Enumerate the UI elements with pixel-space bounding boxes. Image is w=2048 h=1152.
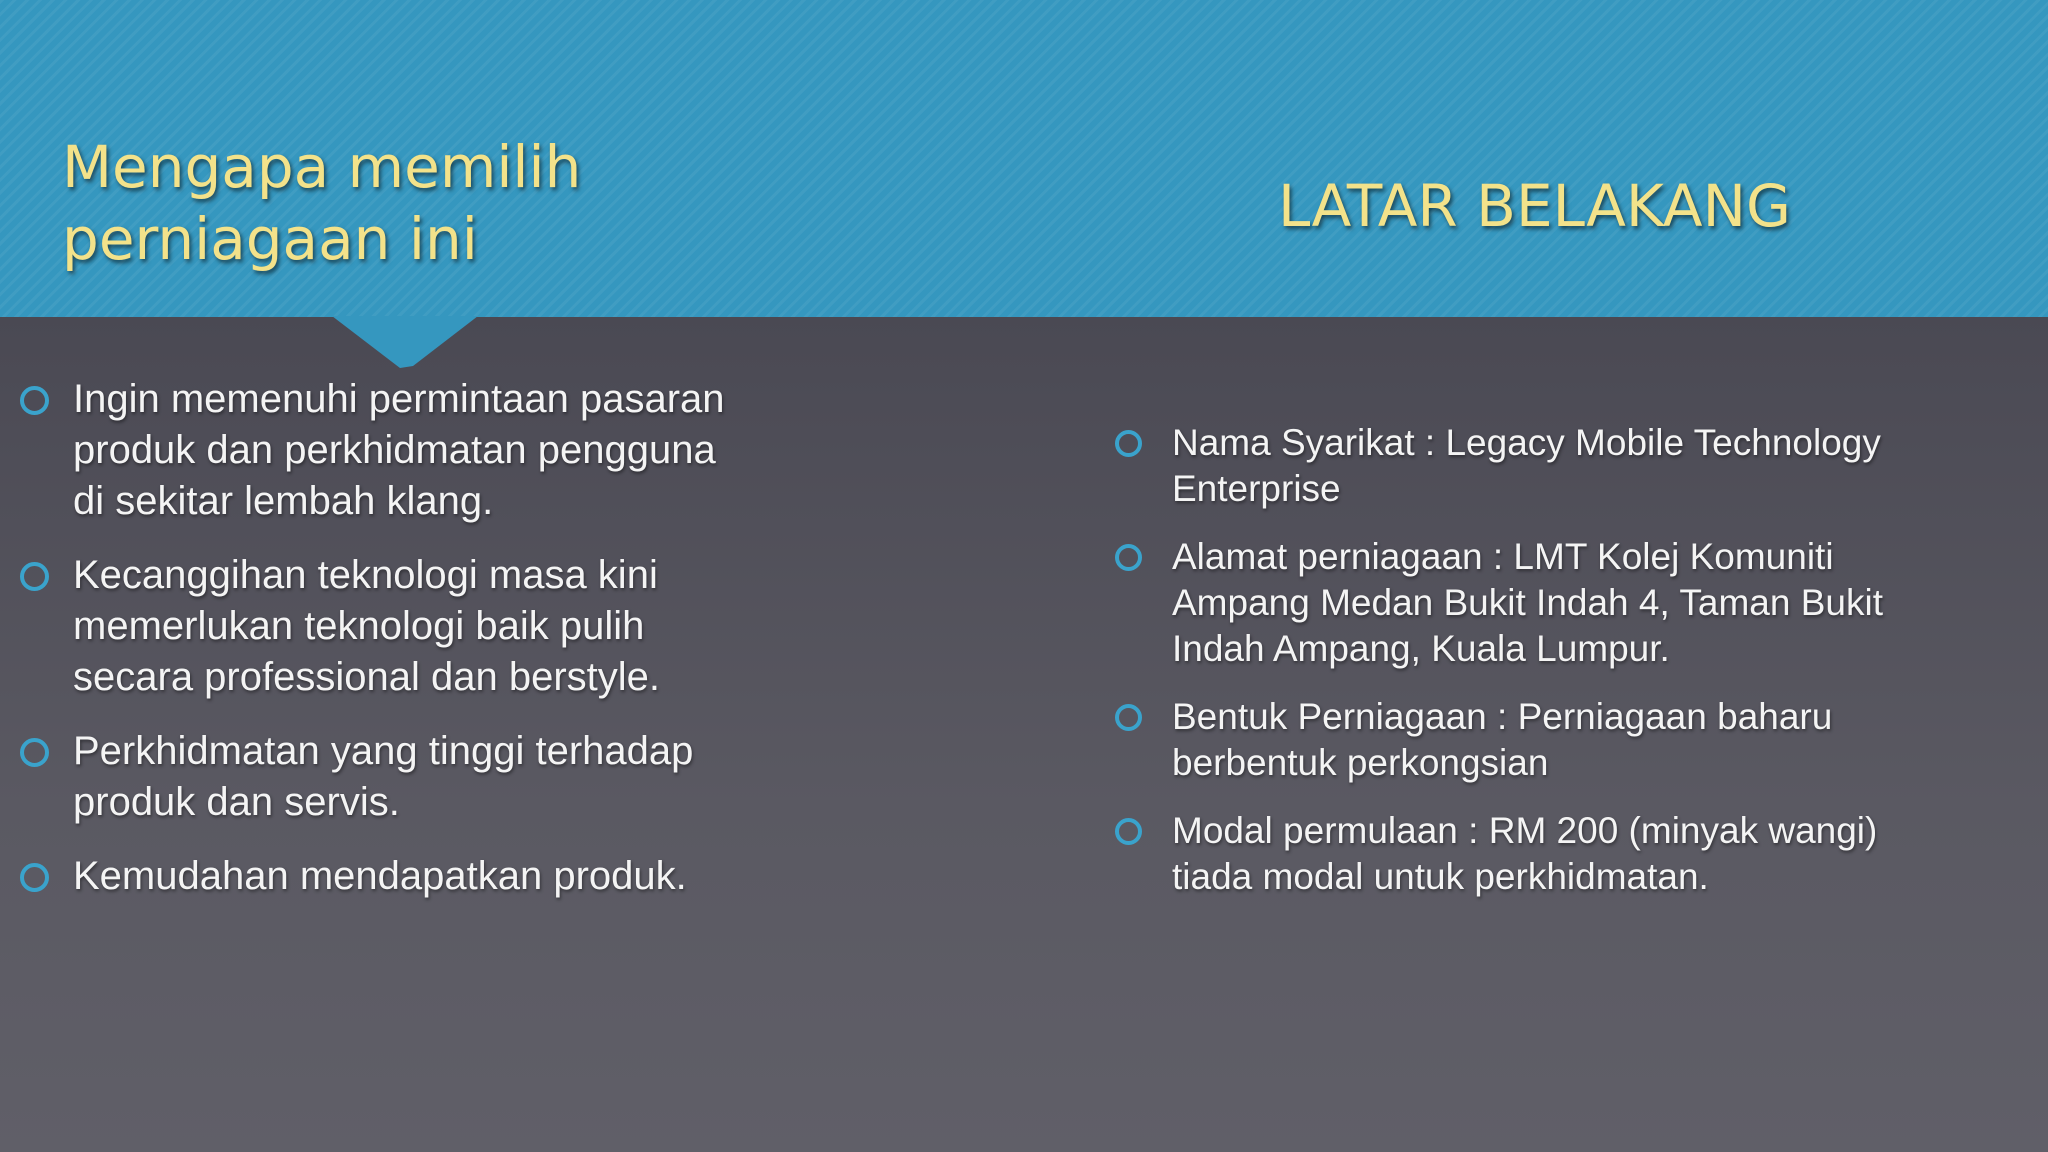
bullet-circle-icon [1115, 818, 1142, 845]
bullet-item [20, 726, 790, 828]
bullet-circle-icon [1115, 704, 1142, 731]
bullet-line: produk dan servis. [73, 780, 400, 824]
bullet-line: di sekitar lembah klang. [73, 479, 494, 523]
bullet-item [1115, 420, 1975, 512]
bullet-item [20, 374, 790, 527]
bullet-line: Modal permulaan : RM 200 (minyak wangi) [1172, 810, 1878, 851]
bullet-circle-icon [20, 562, 49, 591]
bullet-item [1115, 534, 1975, 672]
bullet-line: Alamat perniagaan : LMT Kolej Komuniti [1172, 536, 1834, 577]
bullet-line: Ingin memenuhi permintaan pasaran [73, 377, 725, 421]
bullet-line: Nama Syarikat : Legacy Mobile Technology [1172, 422, 1881, 463]
bullet-item [1115, 808, 1975, 900]
bullet-circle-icon [1115, 544, 1142, 571]
bullet-line: secara professional dan berstyle. [73, 655, 660, 699]
bullet-line: Ampang Medan Bukit Indah 4, Taman Bukit [1172, 582, 1883, 623]
bullet-line: memerlukan teknologi baik pulih [73, 604, 645, 648]
bullet-line: tiada modal untuk perkhidmatan. [1172, 856, 1709, 897]
bullet-line: berbentuk perkongsian [1172, 742, 1549, 783]
left-title-line: perniagaan ini [62, 205, 478, 273]
right-title [1278, 170, 1838, 242]
bullet-line: Bentuk Perniagaan : Perniagaan baharu [1172, 696, 1833, 737]
right-title-text: LATAR BELAKANG [1278, 172, 1791, 240]
bullet-line: produk dan perkhidmatan pengguna [73, 428, 716, 472]
bullet-circle-icon [20, 386, 49, 415]
bullet-line: Kemudahan mendapatkan produk. [73, 854, 687, 898]
bullet-circle-icon [1115, 430, 1142, 457]
bullet-item [20, 851, 790, 902]
bullet-circle-icon [20, 738, 49, 767]
bullet-line: Enterprise [1172, 468, 1341, 509]
bullet-circle-icon [20, 863, 49, 892]
bullet-line: Perkhidmatan yang tinggi terhadap [73, 729, 694, 773]
bullet-item [20, 550, 790, 703]
bullet-line: Kecanggihan teknologi masa kini [73, 553, 658, 597]
left-bullet-list [20, 374, 790, 925]
left-title [62, 131, 622, 275]
right-bullet-list [1115, 420, 1975, 922]
bullet-line: Indah Ampang, Kuala Lumpur. [1172, 628, 1670, 669]
left-title-line: Mengapa memilih [62, 133, 582, 201]
bullet-item [1115, 694, 1975, 786]
